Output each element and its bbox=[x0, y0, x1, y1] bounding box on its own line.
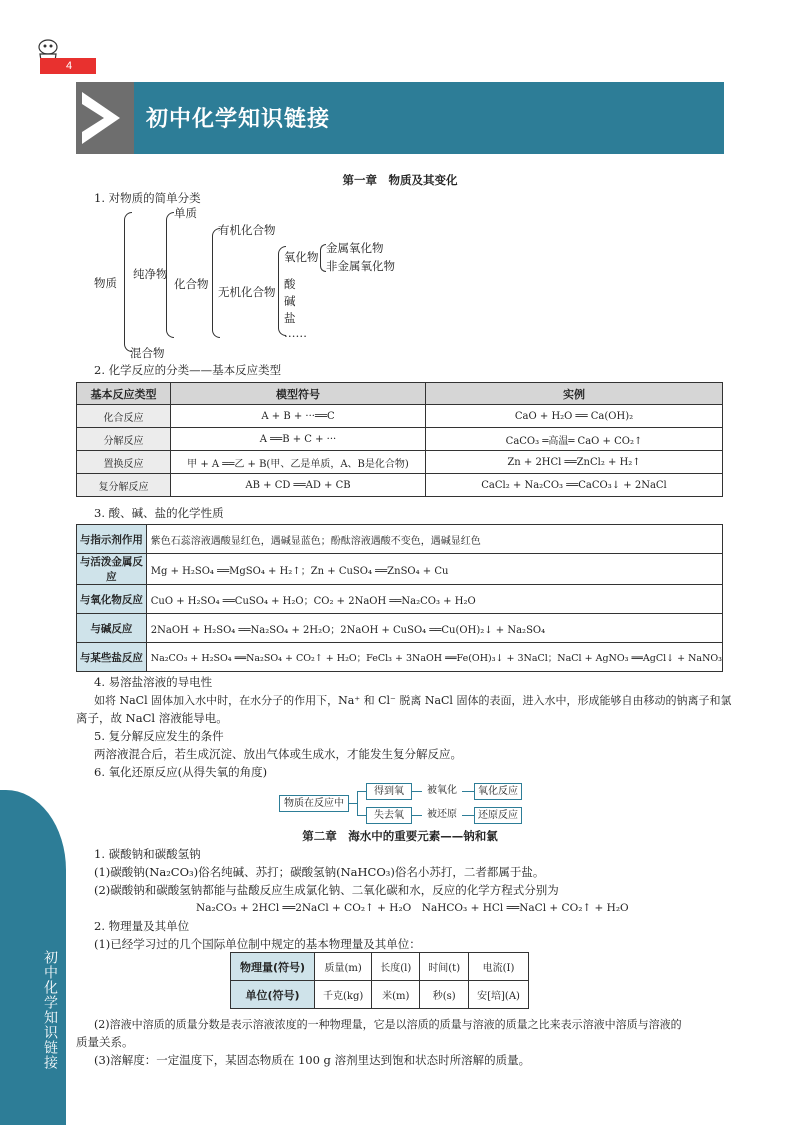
table-row bbox=[77, 474, 723, 497]
section-3-title: 3. 酸、碱、盐的化学性质 bbox=[94, 506, 224, 520]
connector bbox=[357, 791, 358, 816]
brace bbox=[212, 228, 220, 338]
connector bbox=[412, 815, 422, 816]
table-row bbox=[77, 585, 723, 614]
unit-row-label: 单位(符号) bbox=[231, 981, 315, 1009]
reaction-type: 置换反应 bbox=[77, 451, 171, 474]
flow-oxidized: 被氧化 bbox=[422, 783, 462, 800]
brace bbox=[124, 212, 132, 352]
flow-gain-oxygen: 得到氧 bbox=[366, 783, 412, 800]
c2-section-2-text: (1)已经学习过的几个国际单位制中规定的基本物理量及其单位： bbox=[94, 937, 421, 951]
flow-source: 物质在反应中 bbox=[279, 795, 349, 812]
table-cell: 千克(kg) bbox=[315, 981, 372, 1009]
property-label: 与指示剂作用 bbox=[77, 525, 147, 554]
page-number: 4 bbox=[40, 58, 96, 74]
reaction-model: 甲 + A ══乙 + B(甲、乙是单质，A、B是化合物) bbox=[171, 451, 426, 474]
property-value: CuO + H₂SO₄ ══CuSO₄ + H₂O；CO₂ + 2NaOH ══Na₂CO₃ + H₂O bbox=[146, 585, 722, 614]
si-unit-table bbox=[230, 952, 529, 1009]
flow-oxidation: 氧化反应 bbox=[474, 783, 522, 800]
reaction-type-table bbox=[76, 382, 723, 497]
flow-reduced: 被还原 bbox=[422, 807, 462, 824]
section-5-title: 5. 复分解反应发生的条件 bbox=[94, 729, 224, 743]
table-row bbox=[77, 554, 723, 585]
property-value: Mg + H₂SO₄ ══MgSO₄ + H₂↑；Zn + CuSO₄ ══ZnSO₄ + Cu bbox=[146, 554, 722, 585]
side-tab bbox=[0, 790, 66, 1125]
c2-section-1-text: (2)碳酸钠和碳酸氢钠都能与盐酸反应生成氯化钠、二氧化碳和水，反应的化学方程式分别为 bbox=[94, 883, 559, 897]
property-value: 紫色石蕊溶液遇酸显红色，遇碱显蓝色；酚酞溶液遇酸不变色，遇碱显红色 bbox=[146, 525, 722, 554]
c2-section-1-text: (1)碳酸钠(Na₂CO₃)俗名纯碱、苏打；碳酸氢钠(NaHCO₃)俗名小苏打，二者都属于盐。 bbox=[94, 865, 545, 879]
table-row bbox=[77, 525, 723, 554]
tree-root: 物质 bbox=[94, 276, 117, 290]
tree-base: 碱 bbox=[284, 294, 296, 308]
reaction-example: CaCl₂ + Na₂CO₃ ══CaCO₃↓ + 2NaCl bbox=[426, 474, 723, 497]
reaction-example: Zn + 2HCl ══ZnCl₂ + H₂↑ bbox=[426, 451, 723, 474]
table-row bbox=[77, 614, 723, 643]
tree-metal-oxide: 金属氧化物 bbox=[326, 241, 384, 255]
c2-section-2-title: 2. 物理量及其单位 bbox=[94, 919, 190, 933]
side-tab-label: 初中化学知识链接 bbox=[42, 950, 58, 1070]
table-row bbox=[77, 405, 723, 428]
tree-acid: 酸 bbox=[284, 277, 296, 291]
section-1-title: 1. 对物质的简单分类 bbox=[94, 191, 201, 205]
property-label: 与氧化物反应 bbox=[77, 585, 147, 614]
flow-reduction: 还原反应 bbox=[474, 807, 522, 824]
table-cell: 安[培](A) bbox=[469, 981, 529, 1009]
property-label: 与活泼金属反应 bbox=[77, 554, 147, 585]
chevron-icon bbox=[76, 82, 134, 154]
table-row bbox=[77, 643, 723, 672]
property-label: 与碱反应 bbox=[77, 614, 147, 643]
table-header: 实例 bbox=[426, 383, 723, 405]
connector bbox=[462, 791, 474, 792]
property-value: 2NaOH + H₂SO₄ ══Na₂SO₄ + 2H₂O；2NaOH + CuSO₄ ══Cu(OH)₂↓ + Na₂SO₄ bbox=[146, 614, 722, 643]
table-cell: 质量(m) bbox=[315, 953, 372, 981]
section-6-title: 6. 氧化还原反应(从得失氧的角度) bbox=[94, 765, 268, 779]
chapter-2-title: 第二章 海水中的重要元素——钠和氯 bbox=[302, 829, 498, 843]
connector bbox=[357, 791, 366, 792]
tree-pure: 纯净物 bbox=[133, 267, 168, 281]
table-cell: 秒(s) bbox=[420, 981, 469, 1009]
tree-salt: 盐 bbox=[284, 311, 296, 325]
c2-section-2-text: (2)溶液中溶质的质量分数是表示溶液浓度的一种物理量，它是以溶质的质量与溶液的质量之比来表示溶液中溶质与溶液的 bbox=[94, 1018, 682, 1031]
table-row bbox=[231, 953, 529, 981]
c2-section-2-text: (3)溶解度：一定温度下，某固态物质在 100 g 溶剂里达到饱和状态时所溶解的质量。 bbox=[94, 1053, 531, 1067]
brace bbox=[166, 212, 174, 338]
table-cell: 电流(I) bbox=[469, 953, 529, 981]
tree-inorganic: 无机化合物 bbox=[218, 285, 276, 299]
table-cell: 米(m) bbox=[372, 981, 420, 1009]
table-row bbox=[231, 981, 529, 1009]
table-header: 模型符号 bbox=[171, 383, 426, 405]
tree-nonmetal-oxide: 非金属氧化物 bbox=[326, 259, 395, 273]
reaction-type: 分解反应 bbox=[77, 428, 171, 451]
header-banner bbox=[76, 82, 724, 154]
reaction-type: 化合反应 bbox=[77, 405, 171, 428]
acid-base-salt-table bbox=[76, 524, 723, 672]
tree-compound: 化合物 bbox=[174, 277, 209, 291]
unit-row-label: 物理量(符号) bbox=[231, 953, 315, 981]
table-row bbox=[77, 451, 723, 474]
property-label: 与某些盐反应 bbox=[77, 643, 147, 672]
property-value: Na₂CO₃ + H₂SO₄ ══Na₂SO₄ + CO₂↑ + H₂O；FeCl₃ + 3NaOH ══Fe(OH)₃↓ + 3NaCl；NaCl + AgNO₃ ══AgCl↓ + NaNO₃ bbox=[146, 643, 722, 672]
table-cell: 时间(t) bbox=[420, 953, 469, 981]
flow-lose-oxygen: 失去氧 bbox=[366, 807, 412, 824]
page-title: 初中化学知识链接 bbox=[146, 107, 331, 132]
section-5-text: 两溶液混合后，若生成沉淀、放出气体或生成水，才能发生复分解反应。 bbox=[94, 747, 462, 761]
table-row bbox=[77, 428, 723, 451]
reaction-model: A ══B + C + ··· bbox=[171, 428, 426, 451]
table-header: 基本反应类型 bbox=[77, 383, 171, 405]
tree-oxide: 氧化物 bbox=[284, 250, 319, 264]
reaction-model: AB + CD ══AD + CB bbox=[171, 474, 426, 497]
section-4-text: 离子，故 NaCl 溶液能导电。 bbox=[76, 711, 228, 725]
connector bbox=[412, 791, 422, 792]
tree-etc: …… bbox=[284, 326, 307, 340]
section-4-title: 4. 易溶盐溶液的导电性 bbox=[94, 675, 213, 689]
connector bbox=[349, 803, 357, 804]
reaction-example: CaO + H₂O ══ Ca(OH)₂ bbox=[426, 405, 723, 428]
tree-element: 单质 bbox=[174, 206, 197, 220]
c2-section-2-text: 质量关系。 bbox=[76, 1035, 134, 1049]
tree-mixture: 混合物 bbox=[130, 346, 165, 360]
c2-equation: Na₂CO₃ + 2HCl ══2NaCl + CO₂↑ + H₂O NaHCO₃ + HCl ══NaCl + CO₂↑ + H₂O bbox=[196, 902, 629, 914]
reaction-example: CaCO₃ ═高温═ CaO + CO₂↑ bbox=[426, 428, 723, 451]
chapter-1-title: 第一章 物质及其变化 bbox=[342, 173, 458, 187]
c2-section-1-title: 1. 碳酸钠和碳酸氢钠 bbox=[94, 847, 201, 861]
section-4-text: 如将 NaCl 固体加入水中时，在水分子的作用下，Na⁺ 和 Cl⁻ 脱离 NaCl 固体的表面，进入水中，形成能够自由移动的钠离子和氯 bbox=[94, 694, 732, 707]
tree-organic: 有机化合物 bbox=[218, 223, 276, 237]
section-2-title: 2. 化学反应的分类——基本反应类型 bbox=[94, 363, 282, 377]
connector bbox=[462, 815, 474, 816]
reaction-type: 复分解反应 bbox=[77, 474, 171, 497]
table-cell: 长度(l) bbox=[372, 953, 420, 981]
connector bbox=[357, 815, 366, 816]
reaction-model: A + B + ···══C bbox=[171, 405, 426, 428]
